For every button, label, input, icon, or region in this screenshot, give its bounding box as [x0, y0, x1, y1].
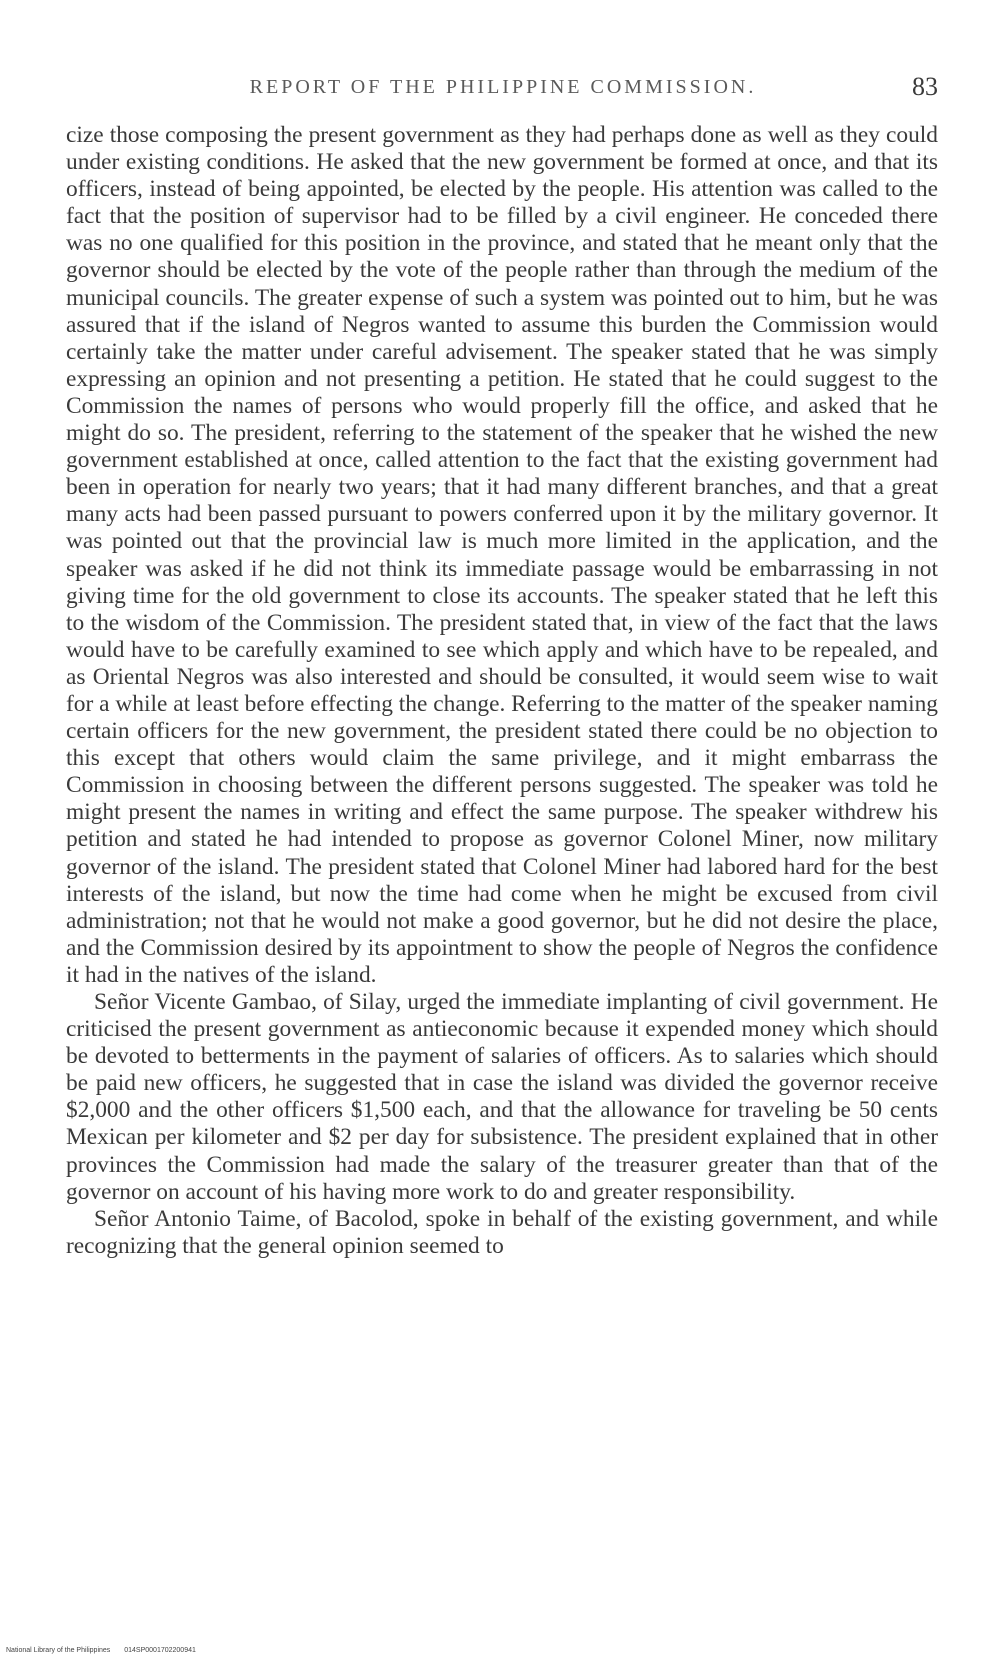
paragraph: Señor Vicente Gambao, of Silay, urged the immediate implanting of civil government. He criticised the present government as antieconomic because it expended money which should be devoted to betterments in the payment of salaries of officers. As to salaries which should be paid new officers, he suggested that in case the island was divided the governor receive $2,000 and the other officers $1,500 each, and that the allowance for traveling be 50 cents Mexican per kilometer and $2 per day for subsistence. The president explained that in other provinces the Commission had made the salary of the treasurer greater than that of the governor on account of his having more work to do and greater responsibility. — [66, 989, 938, 1205]
paragraph: Señor Antonio Taime, of Bacolod, spoke in behalf of the existing government, and while recognizing that the general opinion seemed to — [66, 1205, 938, 1259]
footer-catalog-id: 014SP0001702200941 — [124, 1647, 196, 1654]
scan-footer — [6, 1647, 196, 1654]
page-number: 83 — [912, 72, 938, 101]
running-head — [68, 72, 938, 106]
paragraph: cize those composing the present government as they had perhaps done as well as they could under existing conditions. He asked that the new government be formed at once, and that its officers, instead of being appointed, be elected by the people. His attention was called to the fact that the position of supervisor had to be filled by a civil engineer. He conceded there was no one qualified for this position in the province, and stated that he meant only that the governor should be elected by the vote of the people rather than through the medium of the municipal councils. The greater expense of such a system was pointed out to him, but he was assured that if the island of Negros wanted to assume this burden the Commission would certainly take the matter under careful advisement. The speaker stated that he was simply expressing an opinion and not presenting a petition. He stated that he could suggest to the Commission the names of persons who would properly fill the office, and asked that he might do so. The president, referring to the statement of the speaker that he wished the new government established at once, called attention to the fact that the existing government had been in operation for nearly two years; that it had many different branches, and that a great many acts had been passed pursuant to powers conferred upon it by the military governor. It was pointed out that the provincial law is much more limited in the application, and the speaker was asked if he did not think its immediate passage would be embarrassing in not giving time for the old government to close its accounts. The speaker stated that he left this to the wisdom of the Commission. The president stated that, in view of the fact that the laws would have to be carefully examined to see which apply and which have to be repealed, and as Oriental Negros was also interested and should be consulted, it would seem wise to wait for a while at least before effecting the change. Referring to the matter of the speaker naming certain officers for the new government, the president stated there could be no objection to this except that others would claim the same privilege, and it might embarrass the Commission in choosing between the different persons suggested. The speaker was told he might present the names in writing and effect the same purpose. The speaker withdrew his petition and stated he had intended to propose as governor Colonel Miner, now military governor of the island. The president stated that Colonel Miner had labored hard for the best interests of the island, but now the time had come when he might be excused from civil administration; not that he would not make a good governor, but he did not desire the place, and the Commission desired by its appointment to show the people of Negros the confidence it had in the natives of the island. — [66, 122, 938, 988]
running-title: REPORT OF THE PHILIPPINE COMMISSION. — [249, 76, 757, 98]
body-text — [66, 122, 938, 1260]
footer-library: National Library of the Philippines — [6, 1647, 111, 1654]
